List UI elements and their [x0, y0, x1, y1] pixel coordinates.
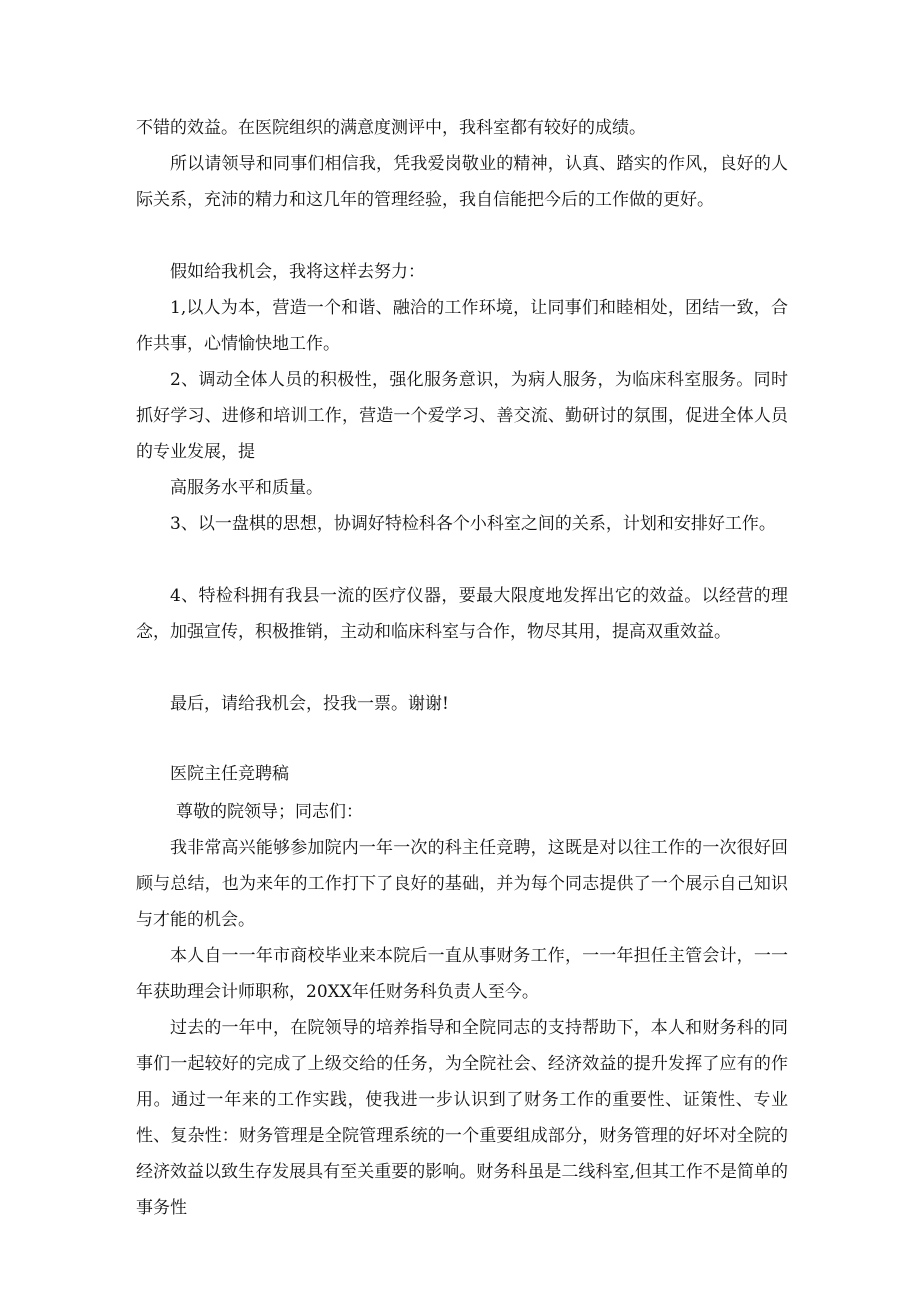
- paragraph-6: 高服务水平和质量。: [170, 478, 323, 498]
- paragraph-11: 本人自一一年市商校毕业来本院后一直从事财务工作，一一年担任主管会计，一一年获助理会计师职称，20XX年任财务科负责人至今。: [136, 946, 788, 1002]
- paragraph-12: 过去的一年中，在院领导的培养指导和全院同志的支持帮助下，本人和财务科的同事们一起较好的完成了上级交给的任务，为全院社会、经济效益的提升发挥了应有的作用。通过一年来的工作实践，使我进一步认识到了财务工作的重要性、证策性、专业性、复杂性：财务管理是全院管理系统的一个重要组成部分，财务管理的好坏对全院的经济效益以致生存发展具有至关重要的影响。财务科虽是二线科室,但其工作不是简单的事务性: [136, 1018, 788, 1218]
- paragraph-2: 所以请领导和同事们相信我，凭我爱岗敬业的精神，认真、踏实的作风，良好的人际关系，充沛的精力和这几年的管理经验，我自信能把今后的工作做的更好。: [136, 154, 788, 210]
- salutation: 尊敬的院领导；同志们：: [176, 802, 363, 822]
- paragraph-8: 4、特检科拥有我县一流的医疗仪器，要最大限度地发挥出它的效益。以经营的理念，加强宣传，积极推销，主动和临床科室与合作，物尽其用，提高双重效益。: [136, 586, 788, 642]
- paragraph-9: 最后，请给我机会，投我一票。谢谢!: [170, 694, 449, 714]
- paragraph-3: 假如给我机会，我将这样去努力：: [170, 262, 425, 282]
- section-title: 医院主任竞聘稿: [170, 764, 289, 784]
- paragraph-5: 2、调动全体人员的积极性，强化服务意识，为病人服务，为临床科室服务。同时抓好学习、进修和培训工作，营造一个爱学习、善交流、勤研讨的氛围，促进全体人员的专业发展，提: [136, 370, 788, 462]
- paragraph-7: 3、以一盘棋的思想，协调好特检科各个小科室之间的关系，计划和安排好工作。: [170, 514, 776, 534]
- paragraph-10: 我非常高兴能够参加院内一年一次的科主任竞聘，这既是对以往工作的一次很好回顾与总结，也为来年的工作打下了良好的基础，并为每个同志提供了一个展示自己知识与才能的机会。: [136, 838, 788, 930]
- paragraph-1: 不错的效益。在医院组织的满意度测评中，我科室都有较好的成绩。: [136, 118, 646, 138]
- paragraph-4: 1,以人为本，营造一个和谐、融洽的工作环境，让同事们和睦相处，团结一致，合作共事，心情愉快地工作。: [136, 298, 788, 354]
